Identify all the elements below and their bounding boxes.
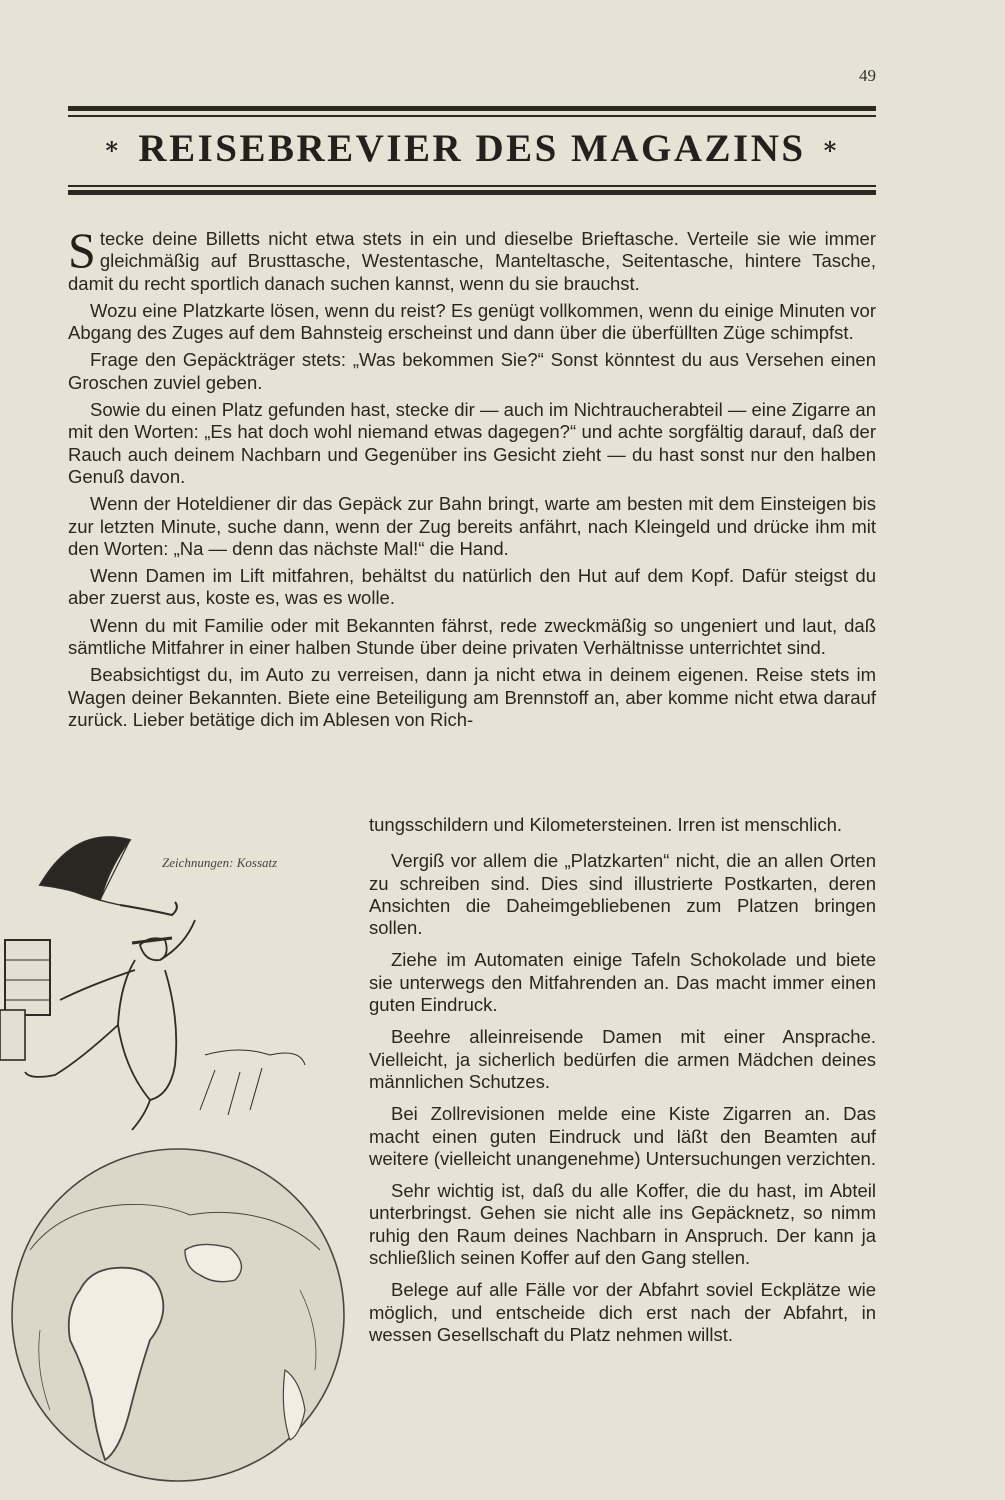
- traveler-figure-drawing: [0, 837, 305, 1130]
- paragraph-1: Stecke deine Billetts nicht etwa stets in ein und dieselbe Brieftasche. Verteile sie wie immer gleichmäßig auf Brusttasche, Westentasche, Manteltasche, Seitentasche, hintere Tasche, damit du recht sportlich danach suchen kannst, wenn du sie brauchst.: [68, 222, 876, 294]
- page-title: [68, 126, 876, 171]
- paragraph-11: Beehre alleinreisende Damen mit einer Ansprache. Vielleicht, ja sicherlich bedürfen die armen Mädchen deines männlichen Schutzes.: [369, 1026, 876, 1092]
- paragraph-3: Frage den Gepäckträger stets: „Was bekommen Sie?“ Sonst könntest du aus Versehen einen Groschen zuviel geben.: [68, 349, 876, 393]
- article-body-full-width: [68, 222, 876, 736]
- paragraph-14: Belege auf alle Fälle vor der Abfahrt soviel Eckplätze wie möglich, und entscheide dich erst nach der Abfahrt, in wessen Gesellschaft du Platz nehmen willst.: [369, 1279, 876, 1345]
- page-number: 49: [859, 66, 876, 85]
- paragraph-4: Sowie du einen Platz gefunden hast, stecke dir — auch im Nichtraucherabteil — eine Zigarre an mit den Worten: „Es hat doch wohl niemand etwas dagegen?“ und achte sorgfältig darauf, daß der Rauch auch deinem Nachbarn und Gegenüber ins Gesicht zieht — du hast sonst nur den halben Genuß davon.: [68, 399, 876, 487]
- paragraph-13: Sehr wichtig ist, daß du alle Koffer, die du hast, im Abteil unterbringst. Gehen sie nicht alle ins Gepäcknetz, so nimm ruhig den Raum deines Nachbarn in Anspruch. Der kann ja schließlich seinen Koffer auf den Gang stellen.: [369, 1180, 876, 1269]
- article-body-narrow-column: [369, 814, 876, 1356]
- header-rule-top-thin: [68, 115, 876, 117]
- drop-cap: S: [68, 222, 96, 278]
- traveler-on-globe-illustration: [0, 810, 360, 1500]
- title-ornament-right: ∗: [821, 134, 841, 160]
- paragraph-8-end: tungsschildern und Kilometersteinen. Irren ist menschlich.: [369, 814, 843, 835]
- illustration-credit: Zeichnungen: Kossatz: [162, 855, 278, 870]
- title-ornament-left: ∗: [103, 134, 123, 160]
- paragraph-10: Ziehe im Automaten einige Tafeln Schokolade und biete sie unterwegs den Mitfahrenden an. Das macht immer einen guten Eindruck.: [369, 949, 876, 1016]
- header-rule-top-thick: [68, 106, 876, 111]
- header-rule-bottom-thick: [68, 190, 876, 195]
- paragraph-7: Wenn du mit Familie oder mit Bekannten fährst, rede zweckmäßig so ungeniert und laut, daß sämtliche Mitfahrer in einer halben Stunde über deine privaten Verhältnisse unterrichtet sind.: [68, 614, 876, 659]
- paragraph-12: Bei Zollrevisionen melde eine Kiste Zigarren an. Das macht einen guten Eindruck und läßt den Beamten auf weitere (vielleicht unangenehme) Untersuchungen verzichten.: [369, 1103, 876, 1169]
- paragraph-5: Wenn der Hoteldiener dir das Gepäck zur Bahn bringt, warte am besten mit dem Einsteigen bis zur letzten Minute, suche dann, wenn der Zug bereits anfährt, nach Kleingeld und drücke ihm mit den Worten: „Na — denn das nächste Mal!“ die Hand.: [68, 493, 876, 559]
- paragraph-2: Wozu eine Platzkarte lösen, wenn du reist? Es genügt vollkommen, wenn du einige Minuten vor Abgang des Zuges auf dem Bahnsteig erscheinst und dann über die überfüllten Züge schimpfst.: [68, 299, 876, 344]
- paragraph-8-start: Beabsichtigst du, im Auto zu verreisen, dann ja nicht etwa in deinem eigenen. Reise stets im Wagen deiner Bekannten. Biete eine Beteiligung am Brennstoff an, aber komme nicht etwa darauf zurück. Lieber betätige dich im Ablesen von Rich-: [68, 664, 876, 730]
- globe-drawing: [12, 1149, 344, 1481]
- paragraph-9: Vergiß vor allem die „Platzkarten“ nicht, die an allen Orten zu schreiben sind. Dies sind illustrierte Postkarten, deren Ansichten die Daheimgebliebenen zum Platzen bringen sollen.: [369, 850, 876, 939]
- title-text: REISEBREVIER DES MAGAZINS: [138, 127, 806, 170]
- paragraph-6: Wenn Damen im Lift mitfahren, behältst du natürlich den Hut auf dem Kopf. Dafür steigst du aber zuerst aus, koste es, was es wolle.: [68, 565, 876, 609]
- header-rule-bottom-thin: [68, 185, 876, 187]
